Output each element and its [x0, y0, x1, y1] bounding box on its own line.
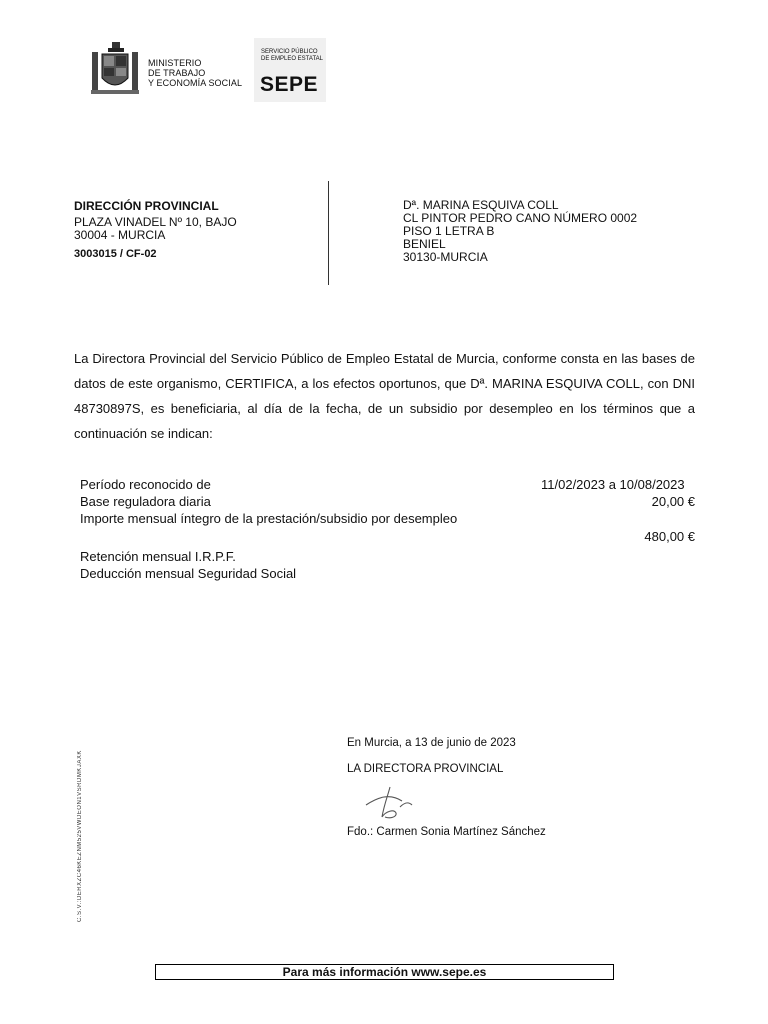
details-table [80, 477, 695, 583]
detail-row-importe [80, 511, 695, 528]
ss-label: Deducción mensual Seguridad Social [80, 566, 297, 581]
place-date: En Murcia, a 13 de junio de 2023 [347, 737, 516, 749]
base-value: 20,00 € [651, 494, 695, 509]
coat-of-arms-icon [90, 40, 140, 100]
sender-reference: 3003015 / CF-02 [74, 248, 157, 260]
recipient-name: Dª. MARINA ESQUIVA COLL [403, 198, 559, 212]
sender-address2: 30004 - MURCIA [74, 228, 166, 242]
certificate-paragraph: La Directora Provincial del Servicio Público de Empleo Estatal de Murcia, conforme consta en las bases de datos de este organismo, CERTIFICA, a los efectos oportunos, que Dª. MARINA ESQUIVA COLL, con DNI 48730897S, es beneficiaria, al día de la fecha, de un subsidio por desempleo en los términos que a continuación se indican: [74, 351, 695, 441]
detail-row-base [80, 494, 695, 511]
sepe-line2: DE EMPLEO ESTATAL [261, 56, 324, 62]
irpf-label: Retención mensual I.R.P.F. [80, 549, 236, 564]
recipient-town: BENIEL [403, 237, 446, 251]
detail-row-ss [80, 566, 695, 583]
ministry-name-line1: MINISTERIO [148, 58, 202, 68]
sender-address1: PLAZA VINADEL Nº 10, BAJO [74, 215, 237, 229]
periodo-label: Período reconocido de [80, 477, 211, 492]
recipient-block [403, 199, 733, 264]
signer-role: LA DIRECTORA PROVINCIAL [347, 763, 504, 775]
detail-row-irpf [80, 549, 695, 566]
ministry-logo [90, 40, 250, 100]
header-divider [328, 181, 329, 285]
recipient-floor: PISO 1 LETRA B [403, 224, 495, 238]
handwritten-signature [360, 783, 440, 823]
footer-info-text: Para más información www.sepe.es [282, 965, 487, 979]
importe-value: 480,00 € [644, 529, 695, 544]
sepe-line1: SERVICIO PÚBLICO [261, 49, 318, 55]
sepe-logo [254, 38, 326, 102]
recipient-postal: 30130-MURCIA [403, 250, 488, 264]
base-label: Base reguladora diaria [80, 494, 211, 509]
sender-title: DIRECCIÓN PROVINCIAL [74, 199, 219, 213]
ministry-name-line3: Y ECONOMÍA SOCIAL [148, 78, 243, 88]
signed-by: Fdo.: Carmen Sonia Martínez Sánchez [347, 826, 546, 838]
sepe-brand: SEPE [260, 73, 319, 96]
detail-row-periodo [80, 477, 695, 494]
detail-row-importe-value [80, 528, 695, 546]
footer-info-box [155, 964, 614, 980]
ministry-name-line2: DE TRABAJO [148, 68, 206, 78]
periodo-value: 11/02/2023 a 10/08/2023 [541, 477, 685, 492]
csv-code: C.S.V.:DERXZC46KEZNM525VWDEON1VSRDMKJAXK [77, 750, 83, 922]
recipient-street: CL PINTOR PEDRO CANO NÚMERO 0002 [403, 211, 638, 225]
sender-block [74, 200, 304, 261]
importe-label: Importe mensual íntegro de la prestación/subsidio por desempleo [80, 511, 458, 526]
